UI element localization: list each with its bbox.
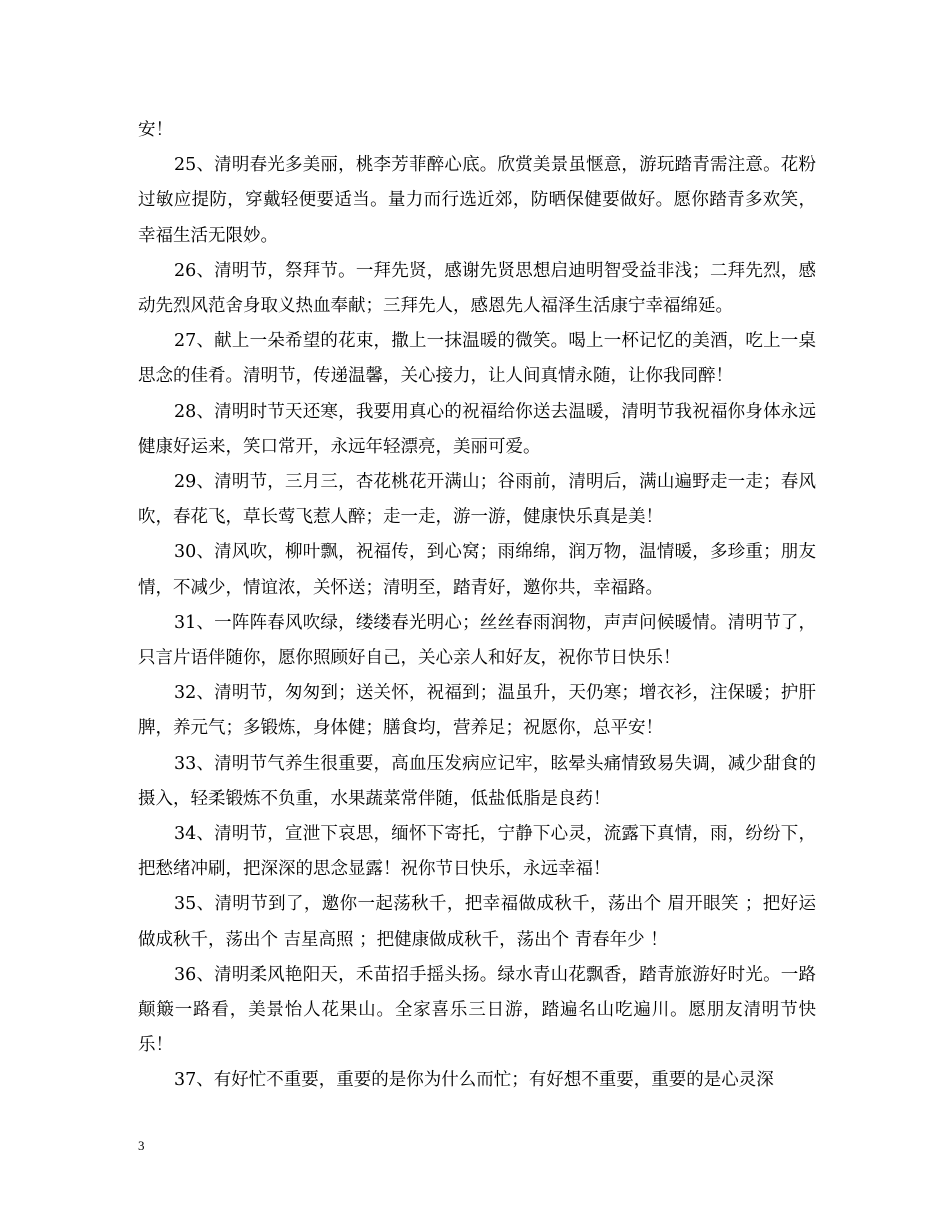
paragraph-35: 35、清明节到了，邀你一起荡秋千，把幸福做成秋千，荡出个 眉开眼笑 ；把好运做成秋千，荡出个 吉星高照 ；把健康做成秋千，荡出个 青春年少 ！ [138,894,816,950]
paragraph-34: 34、清明节，宣泄下哀思，缅怀下寄托，宁静下心灵，流露下真情，雨，纷纷下，把愁绪冲刷，把深深的思念显露！祝你节日快乐，永远幸福！ [138,824,816,880]
paragraph-27: 27、献上一朵希望的花束，撒上一抹温暖的微笑。喝上一杯记忆的美酒，吃上一桌思念的佳肴。清明节，传递温馨，关心接力，让人间真情永随，让你我同醉！ [138,331,816,387]
paragraph-26: 26、清明节，祭拜节。一拜先贤，感谢先贤思想启迪明智受益非浅；二拜先烈，感动先烈风范舍身取义热血奉献；三拜先人，感恩先人福泽生活康宁幸福绵延。 [138,260,816,317]
paragraph-25: 25、清明春光多美丽，桃李芳菲醉心底。欣赏美景虽惬意，游玩踏青需注意。花粉过敏应提防，穿戴轻便要适当。量力而行选近郊，防晒保健要做好。愿你踏青多欢笑，幸福生活无限妙。 [138,155,816,246]
paragraph-33: 33、清明节气养生很重要，高血压发病应记牢，眩晕头痛情致易失调，减少甜食的摄入，轻柔锻炼不负重，水果蔬菜常伴随，低盐低脂是良药！ [138,753,816,809]
paragraph-29: 29、清明节，三月三，杏花桃花开满山；谷雨前，清明后，满山遍野走一走；春风吹，春花飞，草长莺飞惹人醉；走一走，游一游，健康快乐真是美！ [138,472,816,528]
paragraph-28: 28、清明时节天还寒，我要用真心的祝福给你送去温暖，清明节我祝福你身体永远健康好运来，笑口常开，永远年轻漂亮，美丽可爱。 [138,401,816,457]
paragraph-37: 37、有好忙不重要，重要的是你为什么而忙；有好想不重要，重要的是心灵深 [174,1070,774,1091]
paragraph-32: 32、清明节，匆匆到；送关怀，祝福到；温虽升，天仍寒；增衣衫，注保暖；护肝脾，养元气；多锻炼，身体健；膳食均，营养足；祝愿你，总平安！ [138,683,816,739]
paragraph-30: 30、清风吹，柳叶飘，祝福传，到心窝；雨绵绵，润万物，温情暖，多珍重；朋友情，不减少，情谊浓，关怀送；清明至，踏青好，邀你共，幸福路。 [138,542,816,598]
paragraph-36: 36、清明柔风艳阳天，禾苗招手摇头扬。绿水青山花飘香，踏青旅游好时光。一路颠簸一路看，美景怡人花果山。全家喜乐三日游，踏遍名山吃遍川。愿朋友清明节快乐！ [138,964,816,1056]
body-text [138,113,816,1099]
paragraph-31: 31、一阵阵春风吹绿，缕缕春光明心；丝丝春雨润物，声声问候暖情。清明节了，只言片语伴随你，愿你照顾好自己，关心亲人和好友，祝你节日快乐！ [138,612,816,669]
paragraph-continuation: 安！ [138,120,173,140]
page-number: 3 [138,1138,145,1153]
